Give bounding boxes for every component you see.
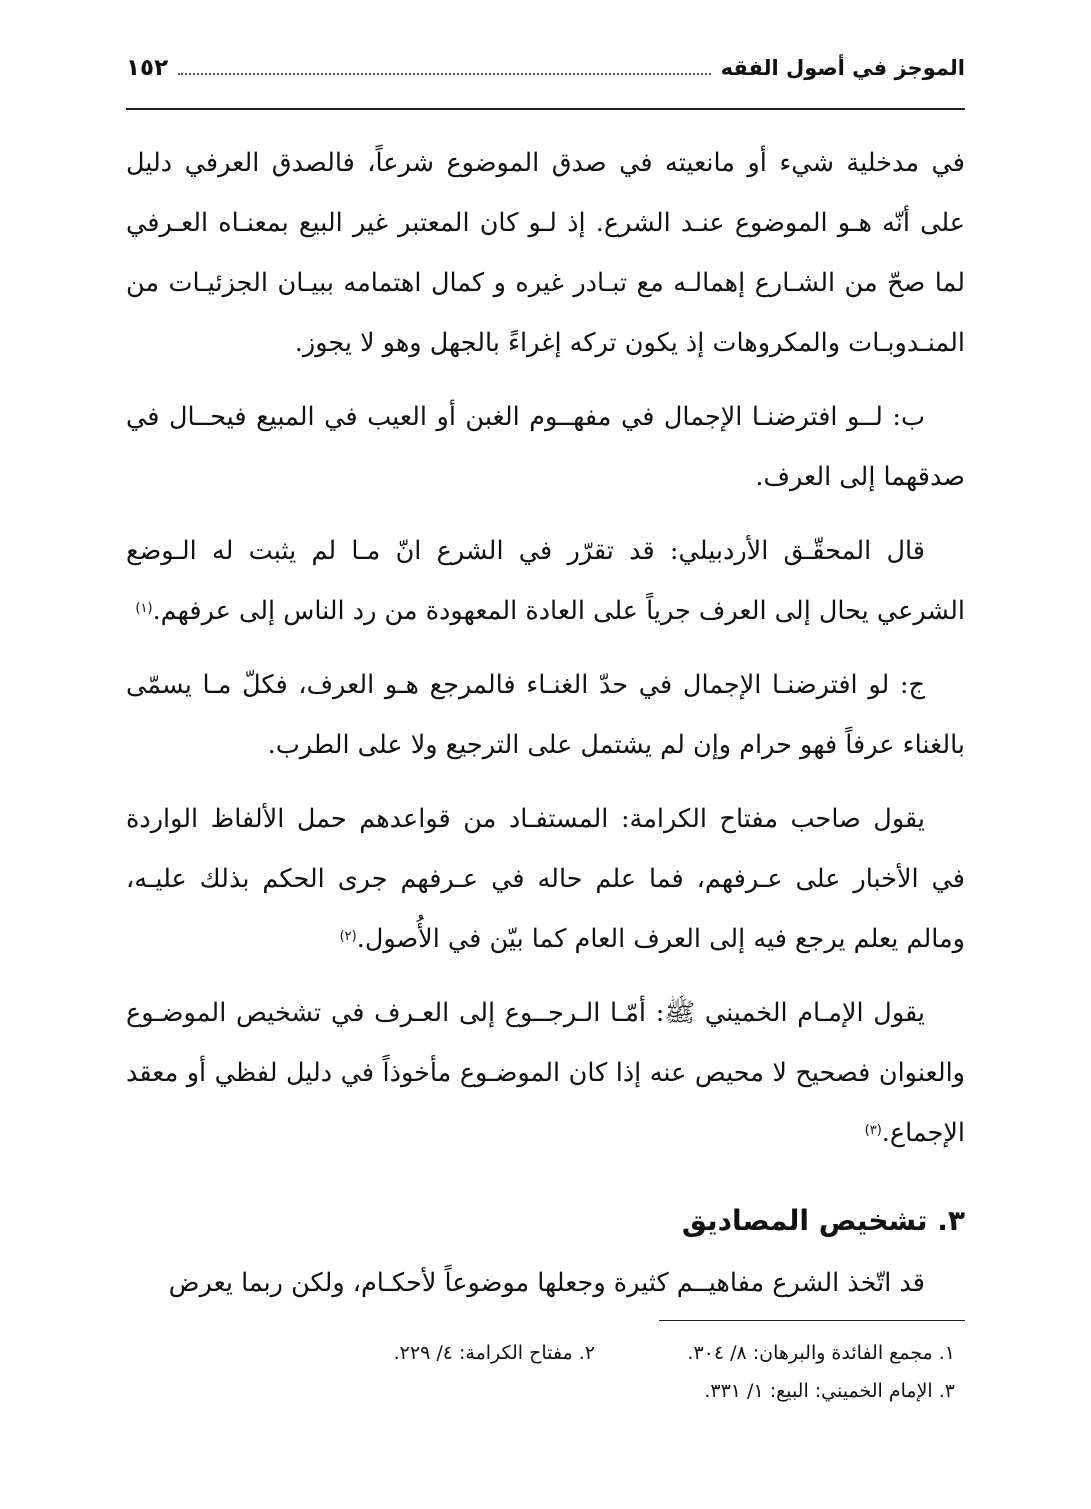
footnote-marker: (١) — [135, 601, 153, 616]
paragraph — [126, 387, 965, 507]
footnote-row — [126, 1334, 955, 1372]
footnote-marker: (٢) — [339, 929, 357, 944]
paragraph — [126, 1253, 965, 1313]
footnote-marker: (٣) — [864, 1123, 882, 1138]
paragraph-text: قال المحقّـق الأردبيلي: قد تقرّر في الشرع انّ مـا لم يثبت له الـوضع الشرعي يحال إلى العرف جرياً على العادة المعهودة من رد الناس إلى عرفهم. — [126, 536, 965, 626]
paragraph-text: قد اتّخذ الشرع مفاهيــم كثيرة وجعلها موضوعاً لأحكـام، ولكن ربما يعرض — [168, 1268, 925, 1298]
page-number: ١٥٢ — [126, 55, 169, 81]
paragraph-text: ب: لــو افترضنـا الإجمال في مفهــوم الغبن أو العيب في المبيع فيحــال في صدقهما إلى العرف. — [126, 402, 965, 492]
header-rule — [126, 108, 965, 110]
footnote-3: ٣. الإمام الخميني: البيع: ١/ ٣٣١. — [704, 1380, 955, 1402]
paragraph — [126, 655, 965, 775]
paragraph-text: ج: لو افترضنـا الإجمال في حدّ الغنـاء فالمرجع هـو العرف، فكلّ مـا يسمّى بالغناء عرفاً فهو حرام وإن لم يشتمل على الترجيع ولا على الطرب. — [126, 670, 965, 760]
footnote-row — [126, 1372, 955, 1410]
footnote-1: ١. مجمع الفائدة والبرهان: ٨/ ٣٠٤. — [687, 1342, 955, 1364]
paragraph — [126, 789, 965, 969]
footnote-rule — [659, 1320, 965, 1321]
page-body — [126, 133, 965, 1327]
paragraph-text: في مدخلية شيء أو مانعيته في صدق الموضوع شرعاً، فالصدق العرفي دليل على أنّه هـو الموضوع عنـد الشرع. إذ لـو كان المعتبر غير البيع بمعنـاه العـرفي لما صحّ من الشـارع إهمالـه مع تبـادر غيره و كمال اهتمامه ببيـان الجزئيـات من المنـدوبـات والمكروهات إذ يكون تركه إغراءً بالجهل وهو لا يجوز. — [126, 148, 965, 358]
paragraph-text: يقول صاحب مفتاح الكرامة: المستفـاد من قواعدهم حمل الألفاظ الواردة في الأخبار على عـرفهم، فما علم حاله في عـرفهم جرى الحكم بذلك عليـه، ومالم يعلم يرجع فيه إلى العرف العام كما بيّن في الأُصول. — [126, 804, 965, 954]
footnote-2: ٢. مفتاح الكرامة: ٤/ ٢٢٩. — [393, 1342, 595, 1364]
section-heading: ٣. تشخيص المصاديق — [681, 1204, 965, 1237]
header-leader-dots — [178, 73, 710, 75]
paragraph — [126, 983, 965, 1163]
paragraph-text: يقول الإمـام الخميني ﷺ: أمّـا الـرجــوع إلى العـرف في تشخيص الموضـوع والعنوان فصحيح لا محيص عنه إذا كان الموضـوع مأخوذاً في دليل لفظي أو معقد الإجماع. — [126, 998, 965, 1148]
paragraph — [126, 133, 965, 373]
footnotes — [126, 1334, 955, 1410]
paragraph — [126, 521, 965, 641]
running-header — [126, 48, 965, 88]
book-title: الموجز في أصول الفقه — [720, 56, 965, 80]
